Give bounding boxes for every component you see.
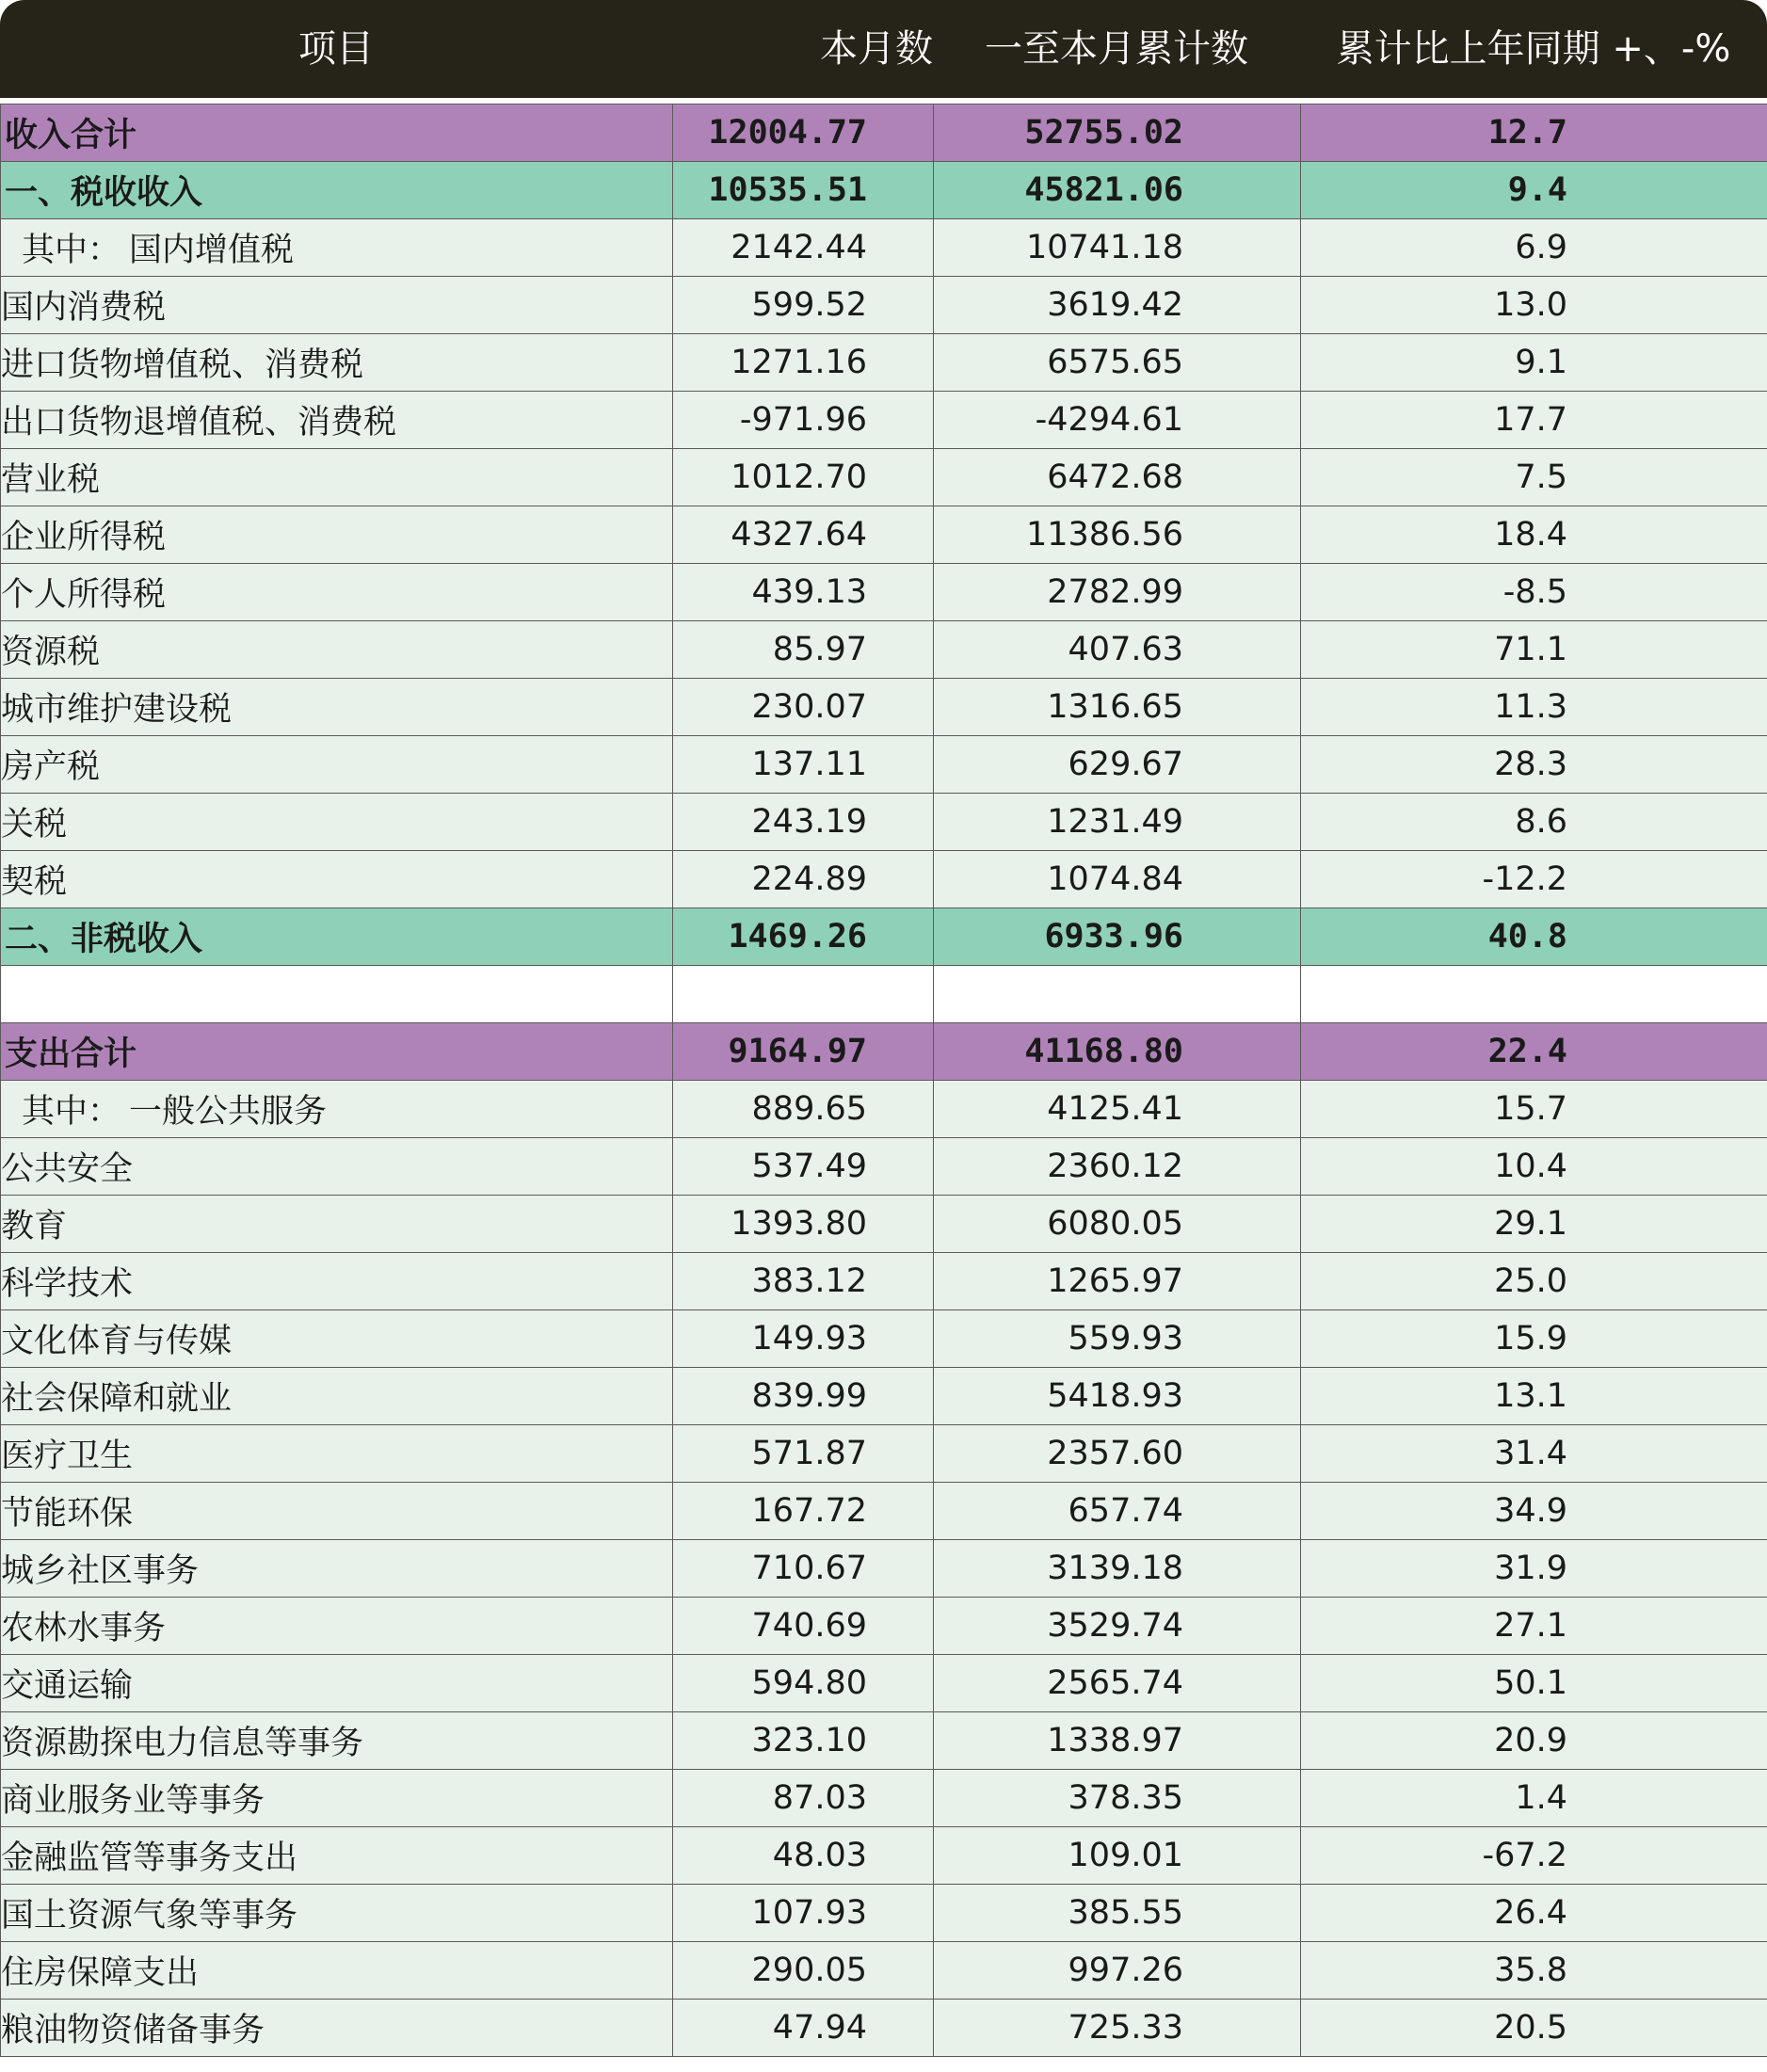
item-label: 国内消费税 <box>1 289 167 327</box>
cumulative-cell: 3529.74 <box>934 1598 1301 1655</box>
cumulative-cell: 657.74 <box>934 1483 1301 1540</box>
item-label: 国土资源气象等事务 <box>1 1897 298 1935</box>
cumulative-cell: -4294.61 <box>934 392 1301 449</box>
cumulative-cell: 41168.80 <box>934 1023 1301 1081</box>
table-row <box>1 679 1767 736</box>
table-row <box>1 736 1767 794</box>
item-label: 营业税 <box>1 461 101 499</box>
item-cell <box>1 1081 673 1138</box>
month-cell: 1393.80 <box>673 1196 934 1253</box>
growth-cell: 35.8 <box>1301 1942 1767 2000</box>
month-cell: 137.11 <box>673 736 934 794</box>
item-cell <box>1 1138 673 1196</box>
header-cumulative: 一至本月累计数 <box>985 27 1248 71</box>
growth-cell: 26.4 <box>1301 1885 1767 1942</box>
table-row <box>1 564 1767 621</box>
table-row <box>1 1712 1767 1770</box>
item-cell <box>1 104 673 162</box>
section-row <box>1 162 1767 219</box>
item-label: 粮油物资储备事务 <box>1 2012 265 2049</box>
table-row <box>1 1196 1767 1253</box>
table-row <box>1 1368 1767 1425</box>
item-label: 社会保障和就业 <box>1 1380 233 1418</box>
item-cell <box>1 564 673 621</box>
month-cell: 599.52 <box>673 277 934 334</box>
month-cell: 1012.70 <box>673 449 934 506</box>
item-cell <box>1 334 673 392</box>
item-cell <box>1 1942 673 2000</box>
month-cell: 537.49 <box>673 1138 934 1196</box>
growth-cell: 7.5 <box>1301 449 1767 506</box>
item-cell <box>1 1483 673 1540</box>
growth-cell: 20.5 <box>1301 2000 1767 2057</box>
cumulative-cell: 1265.97 <box>934 1253 1301 1310</box>
cumulative-cell: 559.93 <box>934 1310 1301 1368</box>
growth-cell: -8.5 <box>1301 564 1767 621</box>
cumulative-cell: 1338.97 <box>934 1712 1301 1770</box>
blank-cell <box>934 966 1301 1023</box>
month-cell: 87.03 <box>673 1770 934 1827</box>
blank-cell <box>1 966 673 1023</box>
table-row <box>1 1942 1767 2000</box>
growth-cell: 9.1 <box>1301 334 1767 392</box>
cumulative-cell: 1074.84 <box>934 851 1301 908</box>
item-cell <box>1 1712 673 1770</box>
item-label: 资源勘探电力信息等事务 <box>1 1725 364 1762</box>
item-label: 金融监管等事务支出 <box>1 1839 298 1877</box>
cumulative-cell: 997.26 <box>934 1942 1301 2000</box>
item-label: 医疗卫生 <box>1 1438 134 1475</box>
table-row <box>1 506 1767 564</box>
cumulative-cell: 1316.65 <box>934 679 1301 736</box>
item-cell <box>1 1253 673 1310</box>
month-cell: 243.19 <box>673 794 934 851</box>
growth-cell: 12.7 <box>1301 104 1767 162</box>
growth-cell: 13.1 <box>1301 1368 1767 1425</box>
growth-cell: 15.7 <box>1301 1081 1767 1138</box>
item-cell <box>1 908 673 966</box>
item-label: 企业所得税 <box>1 519 167 556</box>
growth-cell: 50.1 <box>1301 1655 1767 1712</box>
total-row <box>1 104 1767 162</box>
growth-cell: 20.9 <box>1301 1712 1767 1770</box>
item-cell <box>1 1196 673 1253</box>
month-cell: 1469.26 <box>673 908 934 966</box>
item-cell <box>1 1770 673 1827</box>
cumulative-cell: 2360.12 <box>934 1138 1301 1196</box>
table-row <box>1 1081 1767 1138</box>
item-label: 教育 <box>1 1208 68 1245</box>
cumulative-cell: 2782.99 <box>934 564 1301 621</box>
growth-cell: -67.2 <box>1301 1827 1767 1885</box>
growth-cell: 27.1 <box>1301 1598 1767 1655</box>
cumulative-cell: 5418.93 <box>934 1368 1301 1425</box>
item-prefix: 其中： <box>22 1093 121 1131</box>
cumulative-cell: 6933.96 <box>934 908 1301 966</box>
month-cell: 839.99 <box>673 1368 934 1425</box>
growth-cell: 29.1 <box>1301 1196 1767 1253</box>
item-cell <box>1 794 673 851</box>
month-cell: 1271.16 <box>673 334 934 392</box>
month-cell: 10535.51 <box>673 162 934 219</box>
growth-cell: 13.0 <box>1301 277 1767 334</box>
cumulative-cell: 385.55 <box>934 1885 1301 1942</box>
table-row <box>1 1885 1767 1942</box>
month-cell: 47.94 <box>673 2000 934 2057</box>
growth-cell: 40.8 <box>1301 908 1767 966</box>
cumulative-cell: 6472.68 <box>934 449 1301 506</box>
month-cell: 323.10 <box>673 1712 934 1770</box>
month-cell: 48.03 <box>673 1827 934 1885</box>
cumulative-cell: 2565.74 <box>934 1655 1301 1712</box>
header-month <box>672 0 933 98</box>
item-label: 商业服务业等事务 <box>1 1782 265 1820</box>
month-cell: 149.93 <box>673 1310 934 1368</box>
month-cell: 290.05 <box>673 1942 934 2000</box>
growth-cell: 8.6 <box>1301 794 1767 851</box>
table-row <box>1 851 1767 908</box>
item-label: 公共安全 <box>1 1150 134 1188</box>
item-label: 一、税收收入 <box>5 174 203 212</box>
header-growth: 累计比上年同期 +、-% <box>1336 27 1731 71</box>
cumulative-cell: 1231.49 <box>934 794 1301 851</box>
cumulative-cell: 2357.60 <box>934 1425 1301 1483</box>
growth-cell: 9.4 <box>1301 162 1767 219</box>
month-cell: 740.69 <box>673 1598 934 1655</box>
table-row <box>1 1425 1767 1483</box>
cumulative-cell: 109.01 <box>934 1827 1301 1885</box>
growth-cell: 10.4 <box>1301 1138 1767 1196</box>
total-row <box>1 1023 1767 1081</box>
month-cell: 4327.64 <box>673 506 934 564</box>
month-cell: 12004.77 <box>673 104 934 162</box>
item-cell <box>1 1425 673 1483</box>
item-label: 关税 <box>1 806 68 843</box>
table-row <box>1 1253 1767 1310</box>
item-label: 契税 <box>1 863 68 901</box>
item-label: 城市维护建设税 <box>1 691 233 729</box>
growth-cell: 17.7 <box>1301 392 1767 449</box>
item-label: 收入合计 <box>5 117 137 154</box>
month-cell: 230.07 <box>673 679 934 736</box>
growth-cell: 18.4 <box>1301 506 1767 564</box>
growth-cell: 28.3 <box>1301 736 1767 794</box>
item-label: 房产税 <box>1 748 101 786</box>
section-row <box>1 908 1767 966</box>
table-body <box>1 104 1767 2057</box>
month-cell: 383.12 <box>673 1253 934 1310</box>
table-row <box>1 2000 1767 2057</box>
item-cell <box>1 1885 673 1942</box>
item-label: 进口货物增值税、消费税 <box>1 346 364 384</box>
blank-cell <box>673 966 934 1023</box>
item-cell <box>1 2000 673 2057</box>
table-row <box>1 1540 1767 1598</box>
item-label: 农林水事务 <box>1 1610 167 1647</box>
cumulative-cell: 6080.05 <box>934 1196 1301 1253</box>
item-cell <box>1 506 673 564</box>
cumulative-cell: 52755.02 <box>934 104 1301 162</box>
cumulative-cell: 725.33 <box>934 2000 1301 2057</box>
item-label: 个人所得税 <box>1 576 167 614</box>
table-row <box>1 794 1767 851</box>
growth-cell: 34.9 <box>1301 1483 1767 1540</box>
month-cell: 439.13 <box>673 564 934 621</box>
item-label: 文化体育与传媒 <box>1 1323 233 1360</box>
table-header <box>0 0 1767 98</box>
item-label: 出口货物退增值税、消费税 <box>1 404 397 442</box>
table-row <box>1 1310 1767 1368</box>
month-cell: -971.96 <box>673 392 934 449</box>
cumulative-cell: 6575.65 <box>934 334 1301 392</box>
cumulative-cell: 407.63 <box>934 621 1301 679</box>
growth-cell: 31.4 <box>1301 1425 1767 1483</box>
table-row <box>1 1770 1767 1827</box>
blank-cell <box>1301 966 1767 1023</box>
table-row <box>1 1483 1767 1540</box>
item-cell <box>1 621 673 679</box>
month-cell: 167.72 <box>673 1483 934 1540</box>
table-row <box>1 1827 1767 1885</box>
growth-cell: 6.9 <box>1301 219 1767 277</box>
item-cell <box>1 1827 673 1885</box>
month-cell: 9164.97 <box>673 1023 934 1081</box>
table-row <box>1 1138 1767 1196</box>
table-row <box>1 219 1767 277</box>
item-cell <box>1 219 673 277</box>
cumulative-cell: 3139.18 <box>934 1540 1301 1598</box>
item-cell <box>1 1655 673 1712</box>
table-row <box>1 449 1767 506</box>
cumulative-cell: 629.67 <box>934 736 1301 794</box>
cumulative-cell: 10741.18 <box>934 219 1301 277</box>
item-label: 科学技术 <box>1 1265 134 1303</box>
item-cell <box>1 851 673 908</box>
growth-cell: 1.4 <box>1301 1770 1767 1827</box>
item-label: 二、非税收入 <box>5 921 203 958</box>
growth-cell: 25.0 <box>1301 1253 1767 1310</box>
month-cell: 571.87 <box>673 1425 934 1483</box>
blank-row <box>1 966 1767 1023</box>
item-label: 住房保障支出 <box>1 1954 200 1992</box>
growth-cell: 31.9 <box>1301 1540 1767 1598</box>
item-cell <box>1 679 673 736</box>
month-cell: 85.97 <box>673 621 934 679</box>
item-label: 资源税 <box>1 634 101 671</box>
table-row <box>1 1598 1767 1655</box>
header-month-label: 本月数 <box>820 27 933 71</box>
fiscal-table <box>0 104 1767 2057</box>
growth-cell: 71.1 <box>1301 621 1767 679</box>
cumulative-cell: 11386.56 <box>934 506 1301 564</box>
item-cell <box>1 277 673 334</box>
item-label: 节能环保 <box>1 1495 134 1533</box>
month-cell: 710.67 <box>673 1540 934 1598</box>
growth-cell: 15.9 <box>1301 1310 1767 1368</box>
table-row <box>1 621 1767 679</box>
item-prefix: 其中： <box>22 232 121 269</box>
item-cell <box>1 1540 673 1598</box>
month-cell: 889.65 <box>673 1081 934 1138</box>
month-cell: 224.89 <box>673 851 934 908</box>
month-cell: 107.93 <box>673 1885 934 1942</box>
item-label: 交通运输 <box>1 1667 134 1705</box>
item-cell <box>1 392 673 449</box>
table-row <box>1 392 1767 449</box>
month-cell: 2142.44 <box>673 219 934 277</box>
growth-cell: -12.2 <box>1301 851 1767 908</box>
cumulative-cell: 3619.42 <box>934 277 1301 334</box>
header-item: 项目 <box>298 27 374 71</box>
item-label: 支出合计 <box>5 1036 137 1073</box>
item-label: 一般公共服务 <box>129 1093 328 1131</box>
cumulative-cell: 4125.41 <box>934 1081 1301 1138</box>
growth-cell: 11.3 <box>1301 679 1767 736</box>
month-cell: 594.80 <box>673 1655 934 1712</box>
item-cell <box>1 1023 673 1081</box>
item-label: 城乡社区事务 <box>1 1552 200 1590</box>
item-cell <box>1 1310 673 1368</box>
table-row <box>1 277 1767 334</box>
item-cell <box>1 1598 673 1655</box>
table-row <box>1 1655 1767 1712</box>
cumulative-cell: 45821.06 <box>934 162 1301 219</box>
cumulative-cell: 378.35 <box>934 1770 1301 1827</box>
item-cell <box>1 1368 673 1425</box>
item-cell <box>1 162 673 219</box>
item-cell <box>1 736 673 794</box>
table-row <box>1 334 1767 392</box>
growth-cell: 22.4 <box>1301 1023 1767 1081</box>
item-label: 国内增值税 <box>129 232 295 269</box>
item-cell <box>1 449 673 506</box>
